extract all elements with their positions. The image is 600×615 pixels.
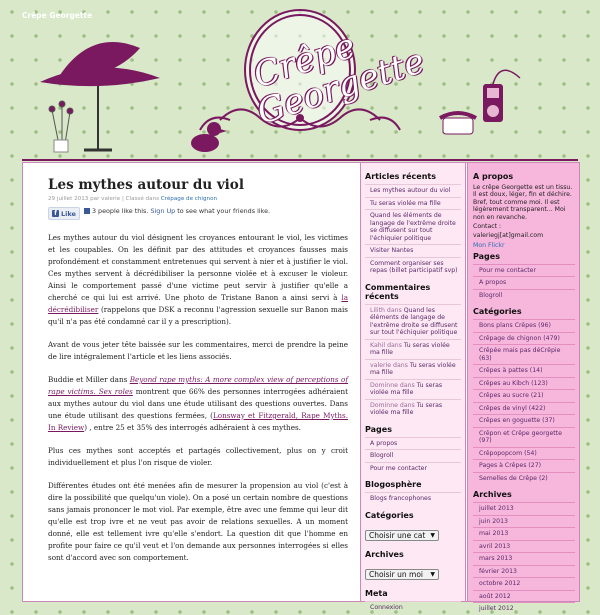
about-title: A propos: [473, 172, 514, 181]
phone-icon: [440, 113, 476, 134]
archive-item[interactable]: octobre 2012: [473, 577, 575, 590]
categories-select-value: Choisir une cat: [369, 530, 426, 540]
chevron-down-icon: ▼: [430, 531, 435, 539]
list-item[interactable]: A propos: [473, 276, 575, 289]
list-item[interactable]: Pour me contacter: [365, 462, 461, 475]
recent-comments-title: Commentaires récents: [365, 282, 431, 301]
lonsway-link[interactable]: Lonsway et Fitzgerald, Rape Myths. In Review: [48, 411, 348, 432]
facebook-like-button[interactable]: [48, 207, 80, 220]
archives-title: Archives: [365, 549, 404, 559]
category-item[interactable]: Semelles de Crêpe (2): [473, 472, 575, 485]
site-logo[interactable]: Crêpe Georgette: [248, 25, 430, 133]
facebook-like-text: [84, 207, 270, 215]
post-title[interactable]: Les mythes autour du viol: [48, 177, 244, 193]
archives-list: [473, 502, 575, 615]
archive-item[interactable]: juillet 2012: [473, 602, 575, 615]
comment-item[interactable]: [365, 304, 461, 339]
p1-end: (rappelons que DSK a reconnu l'agression sexuelle sur Banon mais qu'il n'a pas été condamné car il y a prescription).: [48, 305, 348, 326]
p3-mid: montrent que 66% des personnes interrogées adhéraient aux mythes autour du viol dans une étude utilisant des questions ouvertes. Dans une étude utilisant des questions fermées, (: [48, 387, 348, 420]
comment-author[interactable]: Dominne: [370, 401, 398, 409]
archives-select[interactable]: [365, 569, 439, 580]
comment-author[interactable]: valerie: [370, 361, 392, 369]
list-item[interactable]: Les mythes autour du viol: [365, 184, 461, 197]
list-item[interactable]: Connexion: [365, 601, 461, 614]
hat-icon: [40, 42, 160, 150]
archive-item[interactable]: août 2012: [473, 590, 575, 603]
pages-title: Pages: [365, 424, 392, 434]
contact-email: valeriegj[at]gmail.com: [473, 232, 544, 240]
category-item[interactable]: Bons plans Crêpes (96): [473, 319, 575, 332]
like-count: 3 people like this.: [91, 207, 149, 215]
pages-list: [473, 264, 575, 302]
comment-post[interactable]: Tu seras violée ma fille: [370, 341, 450, 356]
recent-posts-list: [365, 184, 461, 277]
archive-item[interactable]: mai 2013: [473, 527, 575, 540]
meta-list: [365, 601, 461, 614]
post-date-author: 29 juillet 2013 par valerie: [48, 196, 121, 202]
blogosphere-list: [365, 492, 461, 505]
paragraph-5: Différentes études ont été menées afin de mesurer la propension au viol (c'est à dire la possibilité que quelqu'un viole). On a posé un certain nombre de questions sans jamais prononcer le mot viol. Par exemple, être avec une femme qui leur dit qu'elle est trop ivre et ne veut pas avoir de relations sexuelles. A un moment donné, elle est tellement ivre qu'elle s'endort. La question dit que l'homme en profite pour faire ce qu'il veut et l'on demande aux personnes interrogées si elles sont d'accord avec son comportement.: [48, 481, 348, 562]
archive-item[interactable]: juin 2013: [473, 515, 575, 528]
archive-item[interactable]: février 2013: [473, 565, 575, 578]
comment-item[interactable]: [365, 359, 461, 379]
category-item[interactable]: Crêpes au sucre (21): [473, 389, 575, 402]
comment-author[interactable]: Lilith: [370, 306, 385, 314]
post-meta: [48, 196, 348, 202]
contact-label: Contact :: [473, 223, 502, 231]
paragraph-2: Avant de vous jeter tête baissée sur les commentaires, merci de prendre la peine de lire intégralement l'article et les liens associés.: [48, 340, 348, 361]
recent-comments-list: [365, 304, 461, 419]
p1-text: Les mythes autour du viol désignent les croyances entourant le viol, les victimes et les coupables. On les définit par des attitudes et croyances fausses mais profondément et constamment entretenues qui servent à nier et à justifier le viol. Ces mythes servent à décrédibiliser la personne violée et à excuser le violeur. Ainsi le comportement passé d'une victime peut servir à justifier qu'elle a cherché ce qui lui est arrivé. Une photo de Tristane Banon a ainsi servi à: [48, 233, 348, 302]
list-item[interactable]: Blogroll: [473, 289, 575, 302]
paragraph-3: [48, 374, 348, 434]
recent-posts-title: Articles récents: [365, 172, 436, 181]
facebook-signup-link[interactable]: Sign Up: [150, 207, 176, 215]
sidebar-right: [467, 163, 579, 613]
p3-end: ) , entre 25 et 35% des interrogés adhéraient à ces mythes.: [84, 423, 301, 432]
chevron-down-icon: ▼: [430, 570, 435, 578]
category-item[interactable]: Pages à Crêpes (27): [473, 459, 575, 472]
list-item[interactable]: A propos: [365, 437, 461, 450]
list-item[interactable]: Quand les éléments de langage de l'extrême droite se diffusent sur tout l'échiquier politique: [365, 209, 461, 244]
list-item[interactable]: Tu seras violée ma fille: [365, 197, 461, 210]
categories-select[interactable]: [365, 530, 439, 541]
sidebar-left: [360, 163, 466, 611]
pages-title: Pages: [473, 251, 500, 261]
beyond-rape-myths-link[interactable]: Beyond rape myths: A more complex view of perceptions of rape victims. Sex roles: [48, 375, 348, 396]
decredibiliser-link[interactable]: la décrédibiliser: [48, 293, 348, 314]
comment-author[interactable]: Dominne: [370, 381, 398, 389]
comment-item[interactable]: [365, 339, 461, 359]
flickr-link[interactable]: Mon Flickr: [473, 241, 505, 249]
archive-item[interactable]: juillet 2013: [473, 502, 575, 515]
like-label: Like: [61, 209, 76, 218]
categories-title: Catégories: [365, 510, 414, 520]
paragraph-1: [48, 232, 348, 328]
category-item[interactable]: Crêpon et Crêpe georgette (97): [473, 427, 575, 447]
comment-dans: dans: [385, 341, 404, 349]
archive-item[interactable]: avril 2013: [473, 540, 575, 553]
category-item[interactable]: Crêpage de chignon (479): [473, 332, 575, 345]
flowers-icon: [49, 101, 73, 152]
category-item[interactable]: Crêpopopcom (54): [473, 447, 575, 460]
site-title[interactable]: Crêpe Georgette: [22, 11, 93, 20]
main-column: [23, 163, 360, 601]
category-item[interactable]: Crêpes au Kibch (123): [473, 377, 575, 390]
like-rest: to see what your friends like.: [177, 207, 271, 215]
facebook-small-icon: [84, 208, 90, 214]
archive-item[interactable]: mars 2013: [473, 552, 575, 565]
facebook-like-row: [48, 207, 348, 220]
comment-author[interactable]: Kahil: [370, 341, 386, 349]
list-item[interactable]: Blogs francophones: [365, 492, 461, 505]
archives-title: Archives: [473, 490, 512, 500]
meta-title: Meta: [365, 588, 388, 598]
list-item[interactable]: Visiter Nantes: [365, 244, 461, 257]
comment-dans: dans: [397, 401, 417, 409]
category-item[interactable]: Crêpes en goguette (37): [473, 414, 575, 427]
comment-post[interactable]: Quand les éléments de langage de l'extrême droite se diffusent sur tout l'échiquier politique: [370, 306, 458, 336]
categories-list: [473, 319, 575, 484]
category-item[interactable]: Crêpée mais pas déCrêpie (63): [473, 344, 575, 364]
list-item[interactable]: Comment organiser ses repas (billet participatif svp): [365, 257, 461, 277]
comment-dans: dans: [384, 306, 404, 314]
duck-icon: [191, 122, 227, 152]
comment-post[interactable]: Tu seras violée ma fille: [370, 381, 443, 396]
comment-post[interactable]: Tu seras violée ma fille: [370, 401, 443, 416]
post-meta-sep: | Classé dans: [120, 196, 161, 202]
comment-item[interactable]: [365, 379, 461, 399]
category-item[interactable]: Crêpes à pattes (14): [473, 364, 575, 377]
comment-item[interactable]: [365, 399, 461, 419]
facebook-icon: f: [52, 210, 59, 217]
blogosphere-title: Blogosphère: [365, 480, 422, 489]
p3-start: Buddie et Miller dans: [48, 375, 128, 384]
archives-select-value: Choisir un moi: [369, 569, 423, 579]
pages-list: [365, 437, 461, 475]
list-item[interactable]: Pour me contacter: [473, 264, 575, 277]
category-item[interactable]: Crêpes de vinyl (422): [473, 402, 575, 415]
comment-post[interactable]: Tu seras violée ma fille: [370, 361, 456, 376]
categories-title: Catégories: [473, 307, 522, 317]
comment-dans: dans: [397, 381, 417, 389]
ipod-icon: [483, 70, 520, 122]
list-item[interactable]: Blogroll: [365, 449, 461, 462]
comment-dans: dans: [391, 361, 410, 369]
about-text: Le crêpe Georgette est un tissu. Il est doux, léger, fin et déchire. Bref, tout comme moi. Il est légèrement transparent... Moi non en revanche.: [473, 184, 573, 221]
paragraph-4: Plus ces mythes sont acceptés et partagés collectivement, plus on y croit individuellement et plus l'on risque de violer.: [48, 446, 348, 467]
content-area: [22, 162, 580, 613]
post-category-link[interactable]: Crépage de chignon: [160, 196, 218, 202]
